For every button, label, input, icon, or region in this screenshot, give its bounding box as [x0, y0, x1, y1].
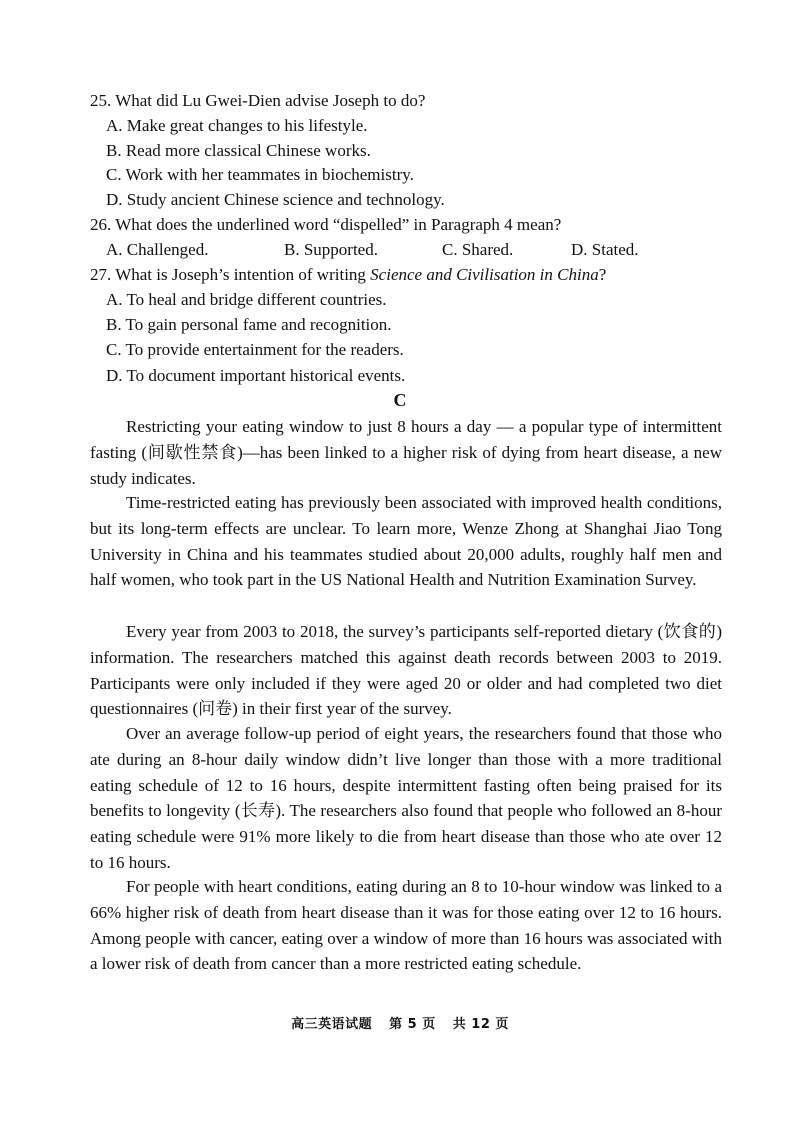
- question-27-stem-prefix: 27. What is Joseph’s intention of writing: [90, 265, 371, 284]
- question-27-option-d: D. To document important historical events.: [106, 366, 406, 385]
- passage-paragraph-4: Over an average follow-up period of eight years, the researchers found that those who ate during an 8-hour daily window didn’t live longer than those with a more traditional eating schedule of 12 to 16 hours, despite intermittent fasting often being praised for its benefits to longevity (长寿). The researchers also found that people who followed an 8-hour eating schedule were 91% more likely to die from heart disease than those who ate over 12 to 16 hours.: [90, 724, 722, 872]
- question-26-option-b: B. Supported.: [284, 240, 378, 259]
- footer-total-pages: 共 12 页: [452, 1017, 509, 1032]
- passage-paragraph-2: Time-restricted eating has previously been associated with improved health conditions, but its long-term effects are unclear. To learn more, Wenze Zhong at Shanghai Jiao Tong University in China and his teammates studied about 20,000 adults, roughly half men and half women, who took part in the US National Health and Nutrition Examination Survey.: [90, 493, 722, 590]
- question-25-option-a: A. Make great changes to his lifestyle.: [106, 116, 368, 135]
- passage-paragraph-5: For people with heart conditions, eating during an 8 to 10-hour window was linked to a 66% higher risk of death from heart disease than it was for those eating over 12 to 16 hours. Among people with cancer, eating over a window of more than 16 hours was associated with a lower risk of death from cancer than a more restricted eating schedule.: [90, 877, 722, 974]
- passage-paragraph-1: Restricting your eating window to just 8 hours a day — a popular type of intermittent fasting (间歇性禁食)—has been linked to a higher risk of dying from heart disease, a new study indicates.: [90, 417, 722, 488]
- footer-page-number: 第 5 页: [389, 1017, 436, 1032]
- question-27-option-b: B. To gain personal fame and recognition.: [106, 315, 392, 334]
- question-26-option-d: D. Stated.: [571, 240, 639, 259]
- page-footer: [0, 1013, 800, 1032]
- book-title: Science and Civilisation in China: [370, 265, 599, 284]
- question-27-stem-suffix: ?: [598, 265, 607, 284]
- question-25-stem: 25. What did Lu Gwei-Dien advise Joseph to do?: [90, 91, 426, 110]
- footer-subject: 高三英语试题: [291, 1017, 373, 1032]
- question-27-stem: [90, 263, 606, 287]
- question-26-option-c: C. Shared.: [442, 240, 514, 259]
- question-26-option-a: A. Challenged.: [106, 240, 209, 259]
- question-27-option-c: C. To provide entertainment for the readers.: [106, 340, 404, 359]
- question-27-option-a: A. To heal and bridge different countries.: [106, 290, 387, 309]
- question-25-option-c: C. Work with her teammates in biochemistry.: [106, 165, 414, 184]
- question-25-option-b: B. Read more classical Chinese works.: [106, 141, 371, 160]
- question-25-option-d: D. Study ancient Chinese science and technology.: [106, 190, 445, 209]
- passage-label: C: [393, 390, 407, 410]
- passage-paragraph-3: Every year from 2003 to 2018, the survey’s participants self-reported dietary (饮食的) information. The researchers matched this against death records between 2003 to 2019. Participants were only included if they were aged 20 or older and had completed two diet questionnaires (问卷) in their first year of the survey.: [90, 622, 722, 719]
- question-26-stem: 26. What does the underlined word “dispelled” in Paragraph 4 mean?: [90, 215, 562, 234]
